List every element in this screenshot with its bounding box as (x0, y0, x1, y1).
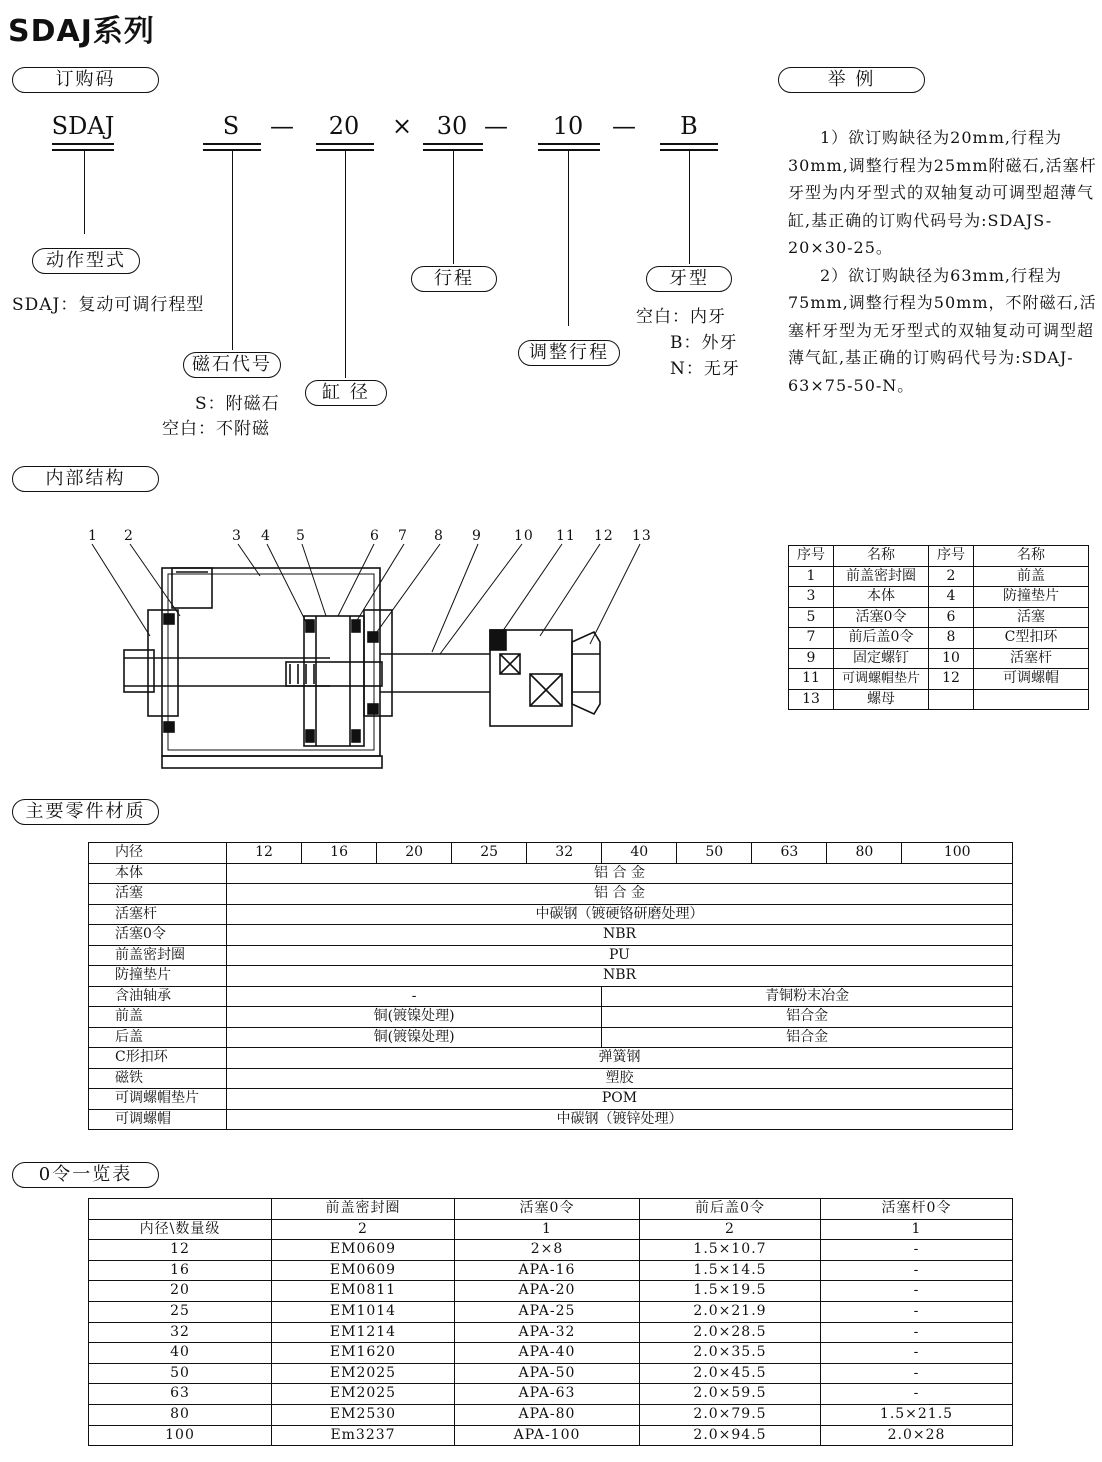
cell: C型扣环 (974, 628, 1089, 649)
row-value-left: 铜(镀镍处理) (227, 1007, 602, 1028)
cell: 2.0×94.5 (640, 1425, 821, 1446)
callout-1: 1 (88, 528, 98, 544)
table-row (89, 1089, 1013, 1110)
bore-col: 40 (602, 843, 677, 864)
table-row (89, 1027, 1013, 1048)
table-row (89, 1363, 1013, 1384)
cell: 活塞 (974, 607, 1089, 628)
magnet-opt-1: S：附磁石 (195, 394, 280, 414)
cell: - (821, 1240, 1013, 1261)
cell: 2 (929, 566, 974, 587)
bore-col: 100 (902, 843, 1013, 864)
parts-header-no: 序号 (789, 546, 834, 567)
cell: 20 (89, 1281, 272, 1302)
table-row (789, 566, 1089, 587)
row-label: 磁铁 (89, 1068, 227, 1089)
cell: 11 (789, 669, 834, 690)
bore-leader-line (345, 150, 346, 378)
callout-9: 9 (472, 528, 482, 544)
materials-header-row (89, 843, 1013, 864)
table-row (89, 925, 1013, 946)
cell: 1.5×10.7 (640, 1240, 821, 1261)
cell: 固定螺钉 (834, 648, 929, 669)
cell: EM0609 (272, 1260, 455, 1281)
row-value: POM (227, 1089, 1013, 1110)
cell: 可调螺帽垫片 (834, 669, 929, 690)
bore-col: 25 (452, 843, 527, 864)
cell: 12 (929, 669, 974, 690)
example-1: 1）欲订购缺径为20mm,行程为30mm,调整行程为25mm附磁石,活塞杆牙型为内牙型式的双轴复动可调型超薄气缸,基正确的订购代码号为:SDAJS-20×30-25。 (788, 128, 1097, 257)
oring-header-blank (89, 1199, 272, 1220)
table-row (89, 966, 1013, 987)
row-value: 中碳钢（镀硬铬研磨处理） (227, 904, 1013, 925)
callout-12: 12 (594, 528, 614, 544)
table-row (89, 1240, 1013, 1261)
table-row (89, 1404, 1013, 1425)
table-row (89, 1425, 1013, 1446)
row-value: PU (227, 945, 1013, 966)
table-row (89, 1260, 1013, 1281)
structure-label: 内部结构 (12, 466, 159, 492)
cell: APA-25 (455, 1301, 640, 1322)
row-value-right: 铝合金 (602, 1027, 1013, 1048)
cell: 40 (89, 1343, 272, 1364)
callout-4: 4 (261, 528, 271, 544)
stroke-code: 30 (436, 112, 468, 140)
table-row (89, 1068, 1013, 1089)
cell: - (821, 1363, 1013, 1384)
cell: - (821, 1281, 1013, 1302)
row-label: 本体 (89, 863, 227, 884)
thread-label: 牙型 (646, 266, 732, 292)
adjust-stroke-label: 调整行程 (518, 340, 620, 366)
row-label: 活塞杆 (89, 904, 227, 925)
table-row (89, 1322, 1013, 1343)
cell: 3 (789, 587, 834, 608)
action-type-desc: SDAJ：复动可调行程型 (12, 295, 205, 315)
callout-7: 7 (398, 528, 408, 544)
cell (974, 689, 1089, 710)
cell: 1.5×19.5 (640, 1281, 821, 1302)
table-row (789, 689, 1089, 710)
oring-label: 0令一览表 (12, 1162, 159, 1188)
cell: 13 (789, 689, 834, 710)
cell: 10 (929, 648, 974, 669)
cell: 12 (89, 1240, 272, 1261)
thread-leader-line (689, 150, 690, 264)
parts-header-name: 名称 (834, 546, 929, 567)
adjust-code: 10 (552, 112, 584, 140)
cell: 9 (789, 648, 834, 669)
cell: 1.5×14.5 (640, 1260, 821, 1281)
cell: 8 (929, 628, 974, 649)
cell: 2.0×45.5 (640, 1363, 821, 1384)
separator-times: × (392, 112, 413, 140)
cell: 80 (89, 1404, 272, 1425)
cell: APA-20 (455, 1281, 640, 1302)
order-code-label: 订购码 (12, 67, 159, 93)
row-value: 中碳钢（镀锌处理） (227, 1109, 1013, 1130)
cell: 2.0×21.9 (640, 1301, 821, 1322)
table-row (89, 863, 1013, 884)
materials-table (88, 842, 1013, 1130)
cell: EM1620 (272, 1343, 455, 1364)
magnet-code: S (222, 112, 240, 140)
action-type-label: 动作型式 (32, 248, 140, 274)
cell: - (821, 1343, 1013, 1364)
table-row (789, 628, 1089, 649)
bore-code: 20 (328, 112, 360, 140)
cell: - (821, 1260, 1013, 1281)
cell (929, 689, 974, 710)
thread-opt-3: N：无牙 (670, 359, 740, 379)
table-row (89, 884, 1013, 905)
table-row (89, 1048, 1013, 1069)
cell: APA-40 (455, 1343, 640, 1364)
bore-label: 缸 径 (305, 380, 387, 406)
materials-label: 主要零件材质 (12, 799, 159, 825)
cell: 4 (929, 587, 974, 608)
callout-11: 11 (556, 528, 576, 544)
cell: 2.0×59.5 (640, 1384, 821, 1405)
materials-header-label: 内径 (89, 843, 227, 864)
model-code: SDAJ (51, 112, 115, 140)
row-label: 可调螺帽垫片 (89, 1089, 227, 1110)
cell: EM1014 (272, 1301, 455, 1322)
cell: 1.5×21.5 (821, 1404, 1013, 1425)
row-label: 可调螺帽 (89, 1109, 227, 1130)
table-row (89, 1343, 1013, 1364)
callout-13: 13 (632, 528, 652, 544)
example-label: 举 例 (778, 67, 925, 93)
table-row (789, 648, 1089, 669)
example-2: 2）欲订购缺径为63mm,行程为75mm,调整行程为50mm，不附磁石,活塞杆牙型为无牙型式的双轴复动可调型超薄气缸,基正确的订购码代号为:SDAJ-63×75-50-N。 (788, 265, 1097, 395)
cell: - (821, 1322, 1013, 1343)
row-value-right: 铝合金 (602, 1007, 1013, 1028)
cell: EM2025 (272, 1384, 455, 1405)
parts-header-row (789, 546, 1089, 567)
table-row (89, 986, 1013, 1007)
parts-table (788, 545, 1089, 710)
cell: 螺母 (834, 689, 929, 710)
callout-5: 5 (296, 528, 306, 544)
cell: 63 (89, 1384, 272, 1405)
magnet-leader-line (232, 150, 233, 350)
cell: 前盖 (974, 566, 1089, 587)
cell: 防撞垫片 (974, 587, 1089, 608)
adjust-underline (538, 143, 600, 151)
row-value: 弹簧钢 (227, 1048, 1013, 1069)
parts-header-name-2: 名称 (974, 546, 1089, 567)
callout-10: 10 (514, 528, 534, 544)
cell: 2 (640, 1219, 821, 1240)
cell: 2.0×28 (821, 1425, 1013, 1446)
row-label: 前盖 (89, 1007, 227, 1028)
bore-col: 50 (677, 843, 752, 864)
callout-6: 6 (370, 528, 380, 544)
callout-3: 3 (232, 528, 242, 544)
cell: - (821, 1301, 1013, 1322)
oring-header-cap: 前后盖0令 (640, 1199, 821, 1220)
cell: EM0609 (272, 1240, 455, 1261)
cell: 本体 (834, 587, 929, 608)
thread-opt-1: 空白：内牙 (636, 307, 726, 327)
separator-dash-3: — (612, 112, 636, 140)
cell: EM0811 (272, 1281, 455, 1302)
row-value-left: - (227, 986, 602, 1007)
cell: Em3237 (272, 1425, 455, 1446)
cell: 2.0×28.5 (640, 1322, 821, 1343)
stroke-label: 行程 (411, 266, 497, 292)
cell: APA-50 (455, 1363, 640, 1384)
stroke-leader-line (453, 150, 454, 264)
cell: 可调螺帽 (974, 669, 1089, 690)
cell: 2.0×79.5 (640, 1404, 821, 1425)
oring-header-rod: 活塞杆0令 (821, 1199, 1013, 1220)
table-row (89, 1109, 1013, 1130)
cell: 6 (929, 607, 974, 628)
cell: 前盖密封圈 (834, 566, 929, 587)
cell: 7 (789, 628, 834, 649)
cell: APA-16 (455, 1260, 640, 1281)
cell: 1 (789, 566, 834, 587)
cell: 2×8 (455, 1240, 640, 1261)
row-label: 前盖密封圈 (89, 945, 227, 966)
parts-header-no-2: 序号 (929, 546, 974, 567)
table-row (789, 607, 1089, 628)
model-underline (52, 143, 114, 151)
cell: APA-63 (455, 1384, 640, 1405)
thread-opt-2: B：外牙 (670, 333, 738, 353)
example-text (788, 124, 1098, 399)
adjust-leader-line (568, 150, 569, 326)
cell: EM1214 (272, 1322, 455, 1343)
cell: 2.0×35.5 (640, 1343, 821, 1364)
row-label: 活塞0令 (89, 925, 227, 946)
separator-dash-2: — (484, 112, 508, 140)
row-value-right: 青铜粉末冶金 (602, 986, 1013, 1007)
table-row (89, 945, 1013, 966)
cell: 活塞杆 (974, 648, 1089, 669)
row-value: NBR (227, 966, 1013, 987)
bore-col: 12 (227, 843, 302, 864)
cell: 2 (272, 1219, 455, 1240)
cell: 内径\数量级 (89, 1219, 272, 1240)
row-label: 活塞 (89, 884, 227, 905)
row-value: NBR (227, 925, 1013, 946)
oring-qty-row (89, 1219, 1013, 1240)
cell: 前后盖0令 (834, 628, 929, 649)
bore-col: 80 (827, 843, 902, 864)
table-row (89, 904, 1013, 925)
oring-header-front-seal: 前盖密封圈 (272, 1199, 455, 1220)
row-label: 防撞垫片 (89, 966, 227, 987)
magnet-opt-2: 空白：不附磁 (162, 419, 270, 439)
cell: 25 (89, 1301, 272, 1322)
model-leader-line (84, 150, 85, 234)
cell: - (821, 1384, 1013, 1405)
thread-code: B (680, 112, 698, 140)
cell: 5 (789, 607, 834, 628)
row-value: 铝 合 金 (227, 863, 1013, 884)
row-value: 塑胶 (227, 1068, 1013, 1089)
cell: 32 (89, 1322, 272, 1343)
bore-col: 16 (302, 843, 377, 864)
table-row (89, 1384, 1013, 1405)
row-value-left: 铜(镀镍处理) (227, 1027, 602, 1048)
oring-header-row (89, 1199, 1013, 1220)
cell: 1 (821, 1219, 1013, 1240)
row-label: 含油轴承 (89, 986, 227, 1007)
cell: EM2025 (272, 1363, 455, 1384)
bore-col: 63 (752, 843, 827, 864)
cell: APA-100 (455, 1425, 640, 1446)
row-label: 后盖 (89, 1027, 227, 1048)
page-title: SDAJ系列 (8, 14, 155, 49)
cell: EM2530 (272, 1404, 455, 1425)
callout-2: 2 (124, 528, 134, 544)
cell: 16 (89, 1260, 272, 1281)
table-row (789, 587, 1089, 608)
cell: 50 (89, 1363, 272, 1384)
separator-dash-1: — (270, 112, 294, 140)
cell: APA-80 (455, 1404, 640, 1425)
cell: APA-32 (455, 1322, 640, 1343)
table-row (789, 669, 1089, 690)
oring-header-piston: 活塞0令 (455, 1199, 640, 1220)
bore-col: 20 (377, 843, 452, 864)
row-label: C形扣环 (89, 1048, 227, 1069)
magnet-label: 磁石代号 (183, 352, 281, 378)
table-row (89, 1281, 1013, 1302)
oring-table (88, 1198, 1013, 1446)
table-row (89, 1007, 1013, 1028)
row-value: 铝 合 金 (227, 884, 1013, 905)
bore-col: 32 (527, 843, 602, 864)
cell: 1 (455, 1219, 640, 1240)
callout-8: 8 (434, 528, 444, 544)
cylinder-diagram (80, 524, 660, 774)
table-row (89, 1301, 1013, 1322)
cell: 活塞0令 (834, 607, 929, 628)
cell: 100 (89, 1425, 272, 1446)
